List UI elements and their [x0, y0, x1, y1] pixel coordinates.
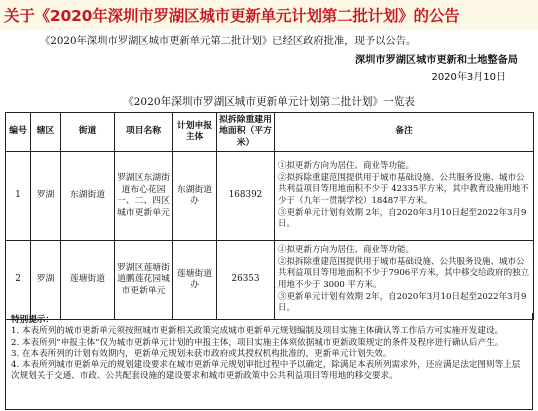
remark-line: ③更新单元计划有效期 2年，自2020年3月10日起至2022年3月9日。: [278, 207, 527, 230]
remark-line: ①拟更新方向为居住、商业等功能。: [278, 161, 415, 172]
header-street: 街道: [61, 113, 115, 152]
header-no: 编号: [6, 113, 31, 152]
table-header-row: [6, 113, 534, 152]
remark-line: ③更新单元计划有效期 2年，自2020年3月10日起至2022年3月9日。: [278, 291, 527, 314]
title-banner: [0, 0, 538, 30]
header-district: 辖区: [31, 113, 61, 152]
header-area: 拟拆除重建用地面积（平方米）: [217, 113, 275, 152]
announcement-title: 关于《2020年深圳市罗湖区城市更新单元计划第二批计划》的公告: [4, 7, 460, 25]
cell-no: 1: [6, 152, 31, 241]
cell-project: 罗湖区东湖街道布心花园一、二、四区城市更新单元: [115, 152, 173, 241]
cell-street: 东湖街道: [61, 152, 115, 241]
cell-street: 莲塘街道: [61, 241, 115, 320]
cell-remarks: [275, 241, 534, 320]
special-notes: [5, 313, 533, 410]
note-item: 2. 本表所列“申报主体”仅为城市更新单元计划的申报主体，项目实施主体须依据城市更新政策规定的条件及程序进行确认后产生。: [11, 337, 504, 348]
issue-date: 2020年3月10日: [431, 72, 506, 83]
header-remarks: 备注: [275, 113, 534, 152]
remark-line: ②拟拆除重建范围提供用于城市基础设施、公共服务设施、城市公共利益项目等用地面积不少于 42335平方米，其中教育设施用地不少于（九年一贯制学校）18487平方米。: [278, 172, 529, 206]
note-item: 3. 在本表所列的计划有效期内，更新单元规划未获市政府或其授权机构批准的，更新单元计划失效。: [11, 348, 392, 359]
note-item: 4. 本表所列城市更新单元的规划建设要求在城市更新单元规划审批过程中予以确定，除满足本表所列需求外，还应满足法定图则等上层次规划关于交通、市政、公共配套设施的建设要求和城市更新政策中公共利益项目等用地的移交要求。: [11, 360, 521, 382]
cell-district: 罗湖: [31, 152, 61, 241]
cell-applicant: 东湖街道办: [173, 152, 217, 241]
plan-table: [5, 112, 534, 320]
header-applicant: 计划申报主体: [173, 113, 217, 152]
table-title: 《2020年深圳市罗湖区城市更新单元计划第二批计划》一览表: [123, 96, 415, 108]
cell-applicant: 莲塘街道办: [173, 241, 217, 320]
cell-remarks: [275, 152, 534, 241]
header-project: 项目名称: [115, 113, 173, 152]
intro-text: 《2020年深圳市罗湖区城市更新单元第二批计划》已经区政府批准，现予以公告。: [40, 35, 417, 47]
cell-district: 罗湖: [31, 241, 61, 320]
issuer-name: 深圳市罗湖区城市更新和土地整备局: [355, 55, 518, 66]
cell-no: 2: [6, 241, 31, 320]
remark-line: ①拟更新方向为居住、商业等功能。: [278, 245, 415, 256]
table-row: [6, 152, 534, 241]
notes-title: 特别提示：: [11, 315, 54, 325]
cell-area: 168392: [217, 152, 275, 241]
cell-area: 26353: [217, 241, 275, 320]
remark-line: ②拟拆除重建范围提供用于城市基础设施、公共服务设施、城市公共利益项目等用地面积不少于7906平方米，其中移交给政府的独立用地不少于 3000 平方米。: [278, 256, 530, 290]
note-item: 1. 本表所列的城市更新单元须按照城市更新相关政策完成城市更新单元规划编制及项目实施主体确认等工作后方可实施开发建设。: [11, 326, 504, 337]
table-row: [6, 241, 534, 320]
cell-project: 罗湖区莲塘街道鹏莲花园城市更新单元: [115, 241, 173, 320]
